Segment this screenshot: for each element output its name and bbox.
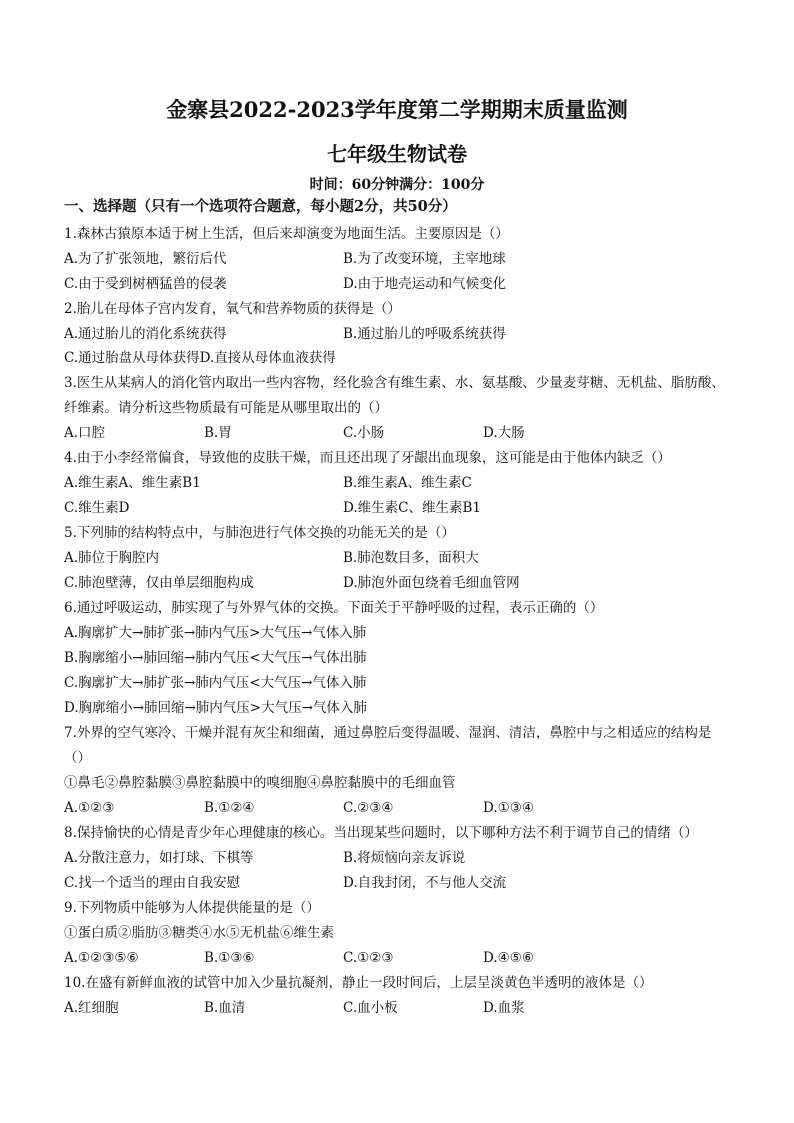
option: D.血浆 <box>483 1000 525 1016</box>
option: C.②③④ <box>343 800 394 816</box>
option: C.通过胎盘从母体获得D.直接从母体血液获得 <box>64 350 336 366</box>
question-stem: 10.在盛有新鲜血液的试管中加入少量抗凝剂，静止一段时间后，上层呈淡黄色半透明的液体是（） <box>64 975 653 991</box>
question-stem: 3.医生从某病人的消化管内取出一些内容物，经化验含有维生素、水、氨基酸、少量麦芽糖、无机盐、脂肪酸、 <box>64 375 725 391</box>
exam-meta: 时间：60分钟满分：100分 <box>309 177 485 193</box>
option: C.①②③ <box>343 950 394 966</box>
option: B.肺泡数目多，面积大 <box>343 550 479 566</box>
option: D.肺泡外面包绕着毛细血管网 <box>343 575 520 591</box>
question-stem: ①蛋白质②脂肪③糖类④水⑤无机盐⑥维生素 <box>64 925 334 941</box>
option: C.找一个适当的理由自我安慰 <box>64 875 241 891</box>
option: C.血小板 <box>343 1000 398 1016</box>
option: D.自我封闭，不与他人交流 <box>343 875 507 891</box>
question-stem: 7.外界的空气寒冷、干燥并混有灰尘和细菌，通过鼻腔后变得温暖、湿润、清洁，鼻腔中与之相适应的结构是 <box>64 725 712 741</box>
option: C.肺泡壁薄，仅由单层细胞构成 <box>64 575 254 591</box>
option: B.将烦恼向亲友诉说 <box>343 850 466 866</box>
option: D.①③④ <box>483 800 534 816</box>
option: A.为了扩张领地，繁衍后代 <box>64 251 227 267</box>
question-stem: 9.下列物质中能够为人体提供能量的是（） <box>64 900 320 916</box>
option: B.①③⑥ <box>204 950 255 966</box>
option: B.血清 <box>204 1000 246 1016</box>
question-stem: 1.森林古猿原本适于树上生活，但后来却演变为地面生活。主要原因是（） <box>64 226 509 242</box>
exam-subtitle: 七年级生物试卷 <box>327 142 467 166</box>
option: C.胸廓扩大→肺扩张→肺内气压<大气压→气体入肺 <box>64 675 367 691</box>
option: A.维生素A、维生素B1 <box>64 475 201 491</box>
exam-title: 金寨县2022-2023学年度第二学期期末质量监测 <box>166 97 628 122</box>
option: B.为了改变环境，主宰地球 <box>343 251 506 267</box>
option: A.分散注意力，如打球、下棋等 <box>64 850 254 866</box>
section-heading: 一、选择题（只有一个选项符合题意，每小题2分，共50分） <box>64 198 457 215</box>
option: C.维生素D <box>64 500 130 516</box>
question-stem: 4.由于小李经常偏食，导致他的皮肤干燥，而且还出现了牙龈出血现象，这可能是由于他体内缺乏（） <box>64 450 671 466</box>
option: A.肺位于胸腔内 <box>64 550 160 566</box>
question-stem: （） <box>64 750 91 766</box>
option: D.④⑤⑥ <box>483 950 534 966</box>
option: B.①②④ <box>204 800 255 816</box>
option: B.维生素A、维生素C <box>343 475 472 491</box>
option: B.通过胎儿的呼吸系统获得 <box>343 326 506 342</box>
option: B.胃 <box>204 425 232 441</box>
option: D.维生素C、维生素B1 <box>343 500 481 516</box>
question-stem: 5.下列肺的结构特点中，与肺泡进行气体交换的功能无关的是（） <box>64 525 455 541</box>
option: A.口腔 <box>64 425 106 441</box>
option: C.由于受到树栖猛兽的侵袭 <box>64 276 227 292</box>
question-stem: 6.通过呼吸运动，肺实现了与外界气体的交换。下面关于平静呼吸的过程，表示正确的（） <box>64 600 604 616</box>
option: A.胸廓扩大→肺扩张→肺内气压>大气压→气体入肺 <box>64 625 367 641</box>
option: D.胸廓缩小→肺回缩→肺内气压>大气压→气体入肺 <box>64 700 367 716</box>
question-stem: 纤维素。请分析这些物质最有可能是从哪里取出的（） <box>64 400 388 416</box>
question-stem: ①鼻毛②鼻腔黏膜③鼻腔黏膜中的嗅细胞④鼻腔黏膜中的毛细血管 <box>64 775 456 791</box>
option: A.①②③ <box>64 800 115 816</box>
option: A.通过胎儿的消化系统获得 <box>64 326 227 342</box>
option: D.大肠 <box>483 425 525 441</box>
question-stem: 2.胎儿在母体子宫内发育，氧气和营养物质的获得是（） <box>64 301 401 317</box>
option: B.胸廓缩小→肺回缩→肺内气压<大气压→气体出肺 <box>64 650 367 666</box>
question-stem: 8.保持愉快的心情是青少年心理健康的核心。当出现某些问题时，以下哪种方法不利于调节自己的情绪（） <box>64 825 698 841</box>
option: D.由于地壳运动和气候变化 <box>343 276 507 292</box>
option: A.红细胞 <box>64 1000 119 1016</box>
option: C.小肠 <box>343 425 385 441</box>
option: A.①②③⑤⑥ <box>64 950 139 966</box>
